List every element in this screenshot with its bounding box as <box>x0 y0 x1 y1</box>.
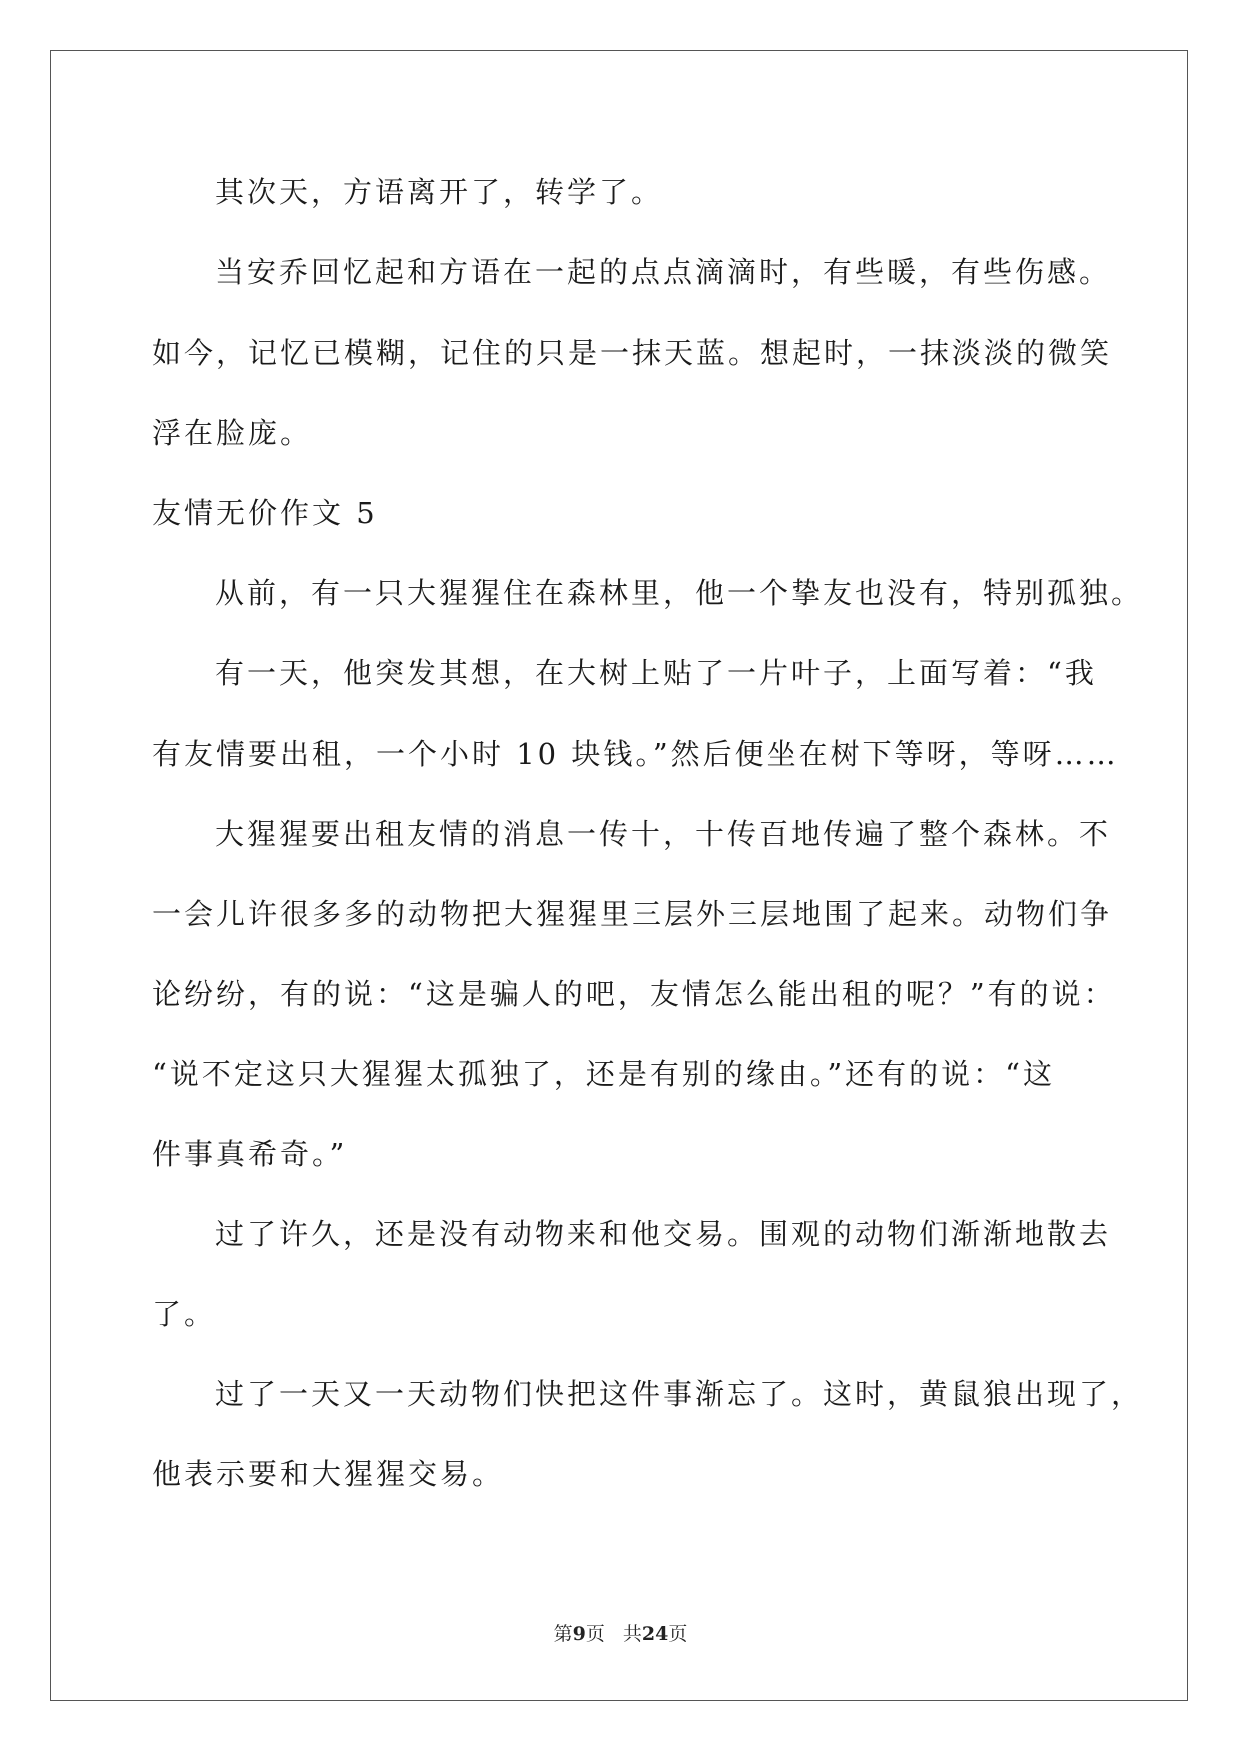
paragraph-line: 从前，有一只大猩猩住在森林里，他一个挚友也没有，特别孤独。 <box>215 576 1144 610</box>
total-suffix: 页 <box>668 1623 688 1645</box>
paragraph-line: 大猩猩要出租友情的消息一传十，十传百地传遍了整个森林。不 <box>215 817 1112 851</box>
page-suffix: 页 <box>585 1623 605 1645</box>
paragraph-line: 如今，记忆已模糊，记住的只是一抹天蓝。想起时，一抹淡淡的微笑 <box>152 336 1113 370</box>
paragraph-line: 了。 <box>152 1297 217 1331</box>
paragraph-line: 件事真希奇。” <box>152 1137 348 1171</box>
page-number: 9 <box>572 1623 586 1645</box>
paragraph-line: 过了许久，还是没有动物来和他交易。围观的动物们渐渐地散去 <box>215 1217 1112 1251</box>
paragraph-line: 有一天，他突发其想，在大树上贴了一片叶子，上面写着：“我 <box>215 656 1097 690</box>
section-heading: 友情无价作文 5 <box>152 496 378 530</box>
paragraph-line: 其次天，方语离开了，转学了。 <box>215 175 664 209</box>
paragraph-line: 浮在脸庞。 <box>152 416 313 450</box>
paragraph-line: 论纷纷，有的说：“这是骗人的吧，友情怎么能出租的呢？”有的说： <box>152 977 1116 1011</box>
paragraph-line: 当安乔回忆起和方语在一起的点点滴滴时，有些暖，有些伤感。 <box>215 255 1112 289</box>
paragraph-line: “说不定这只大猩猩太孤独了，还是有别的缘由。”还有的说：“这 <box>152 1057 1055 1091</box>
page-footer <box>0 1622 1241 1646</box>
paragraph-line: 一会儿许很多多的动物把大猩猩里三层外三层地围了起来。动物们争 <box>152 897 1113 931</box>
paragraph-line: 有友情要出租，一个小时 10 块钱。”然后便坐在树下等呀，等呀…… <box>152 737 1119 771</box>
paragraph-line: 过了一天又一天动物们快把这件事渐忘了。这时，黄鼠狼出现了， <box>215 1377 1144 1411</box>
page-prefix: 第 <box>553 1623 573 1645</box>
total-pages: 24 <box>641 1623 669 1645</box>
total-prefix: 共 <box>622 1623 642 1645</box>
paragraph-line: 他表示要和大猩猩交易。 <box>152 1457 505 1491</box>
